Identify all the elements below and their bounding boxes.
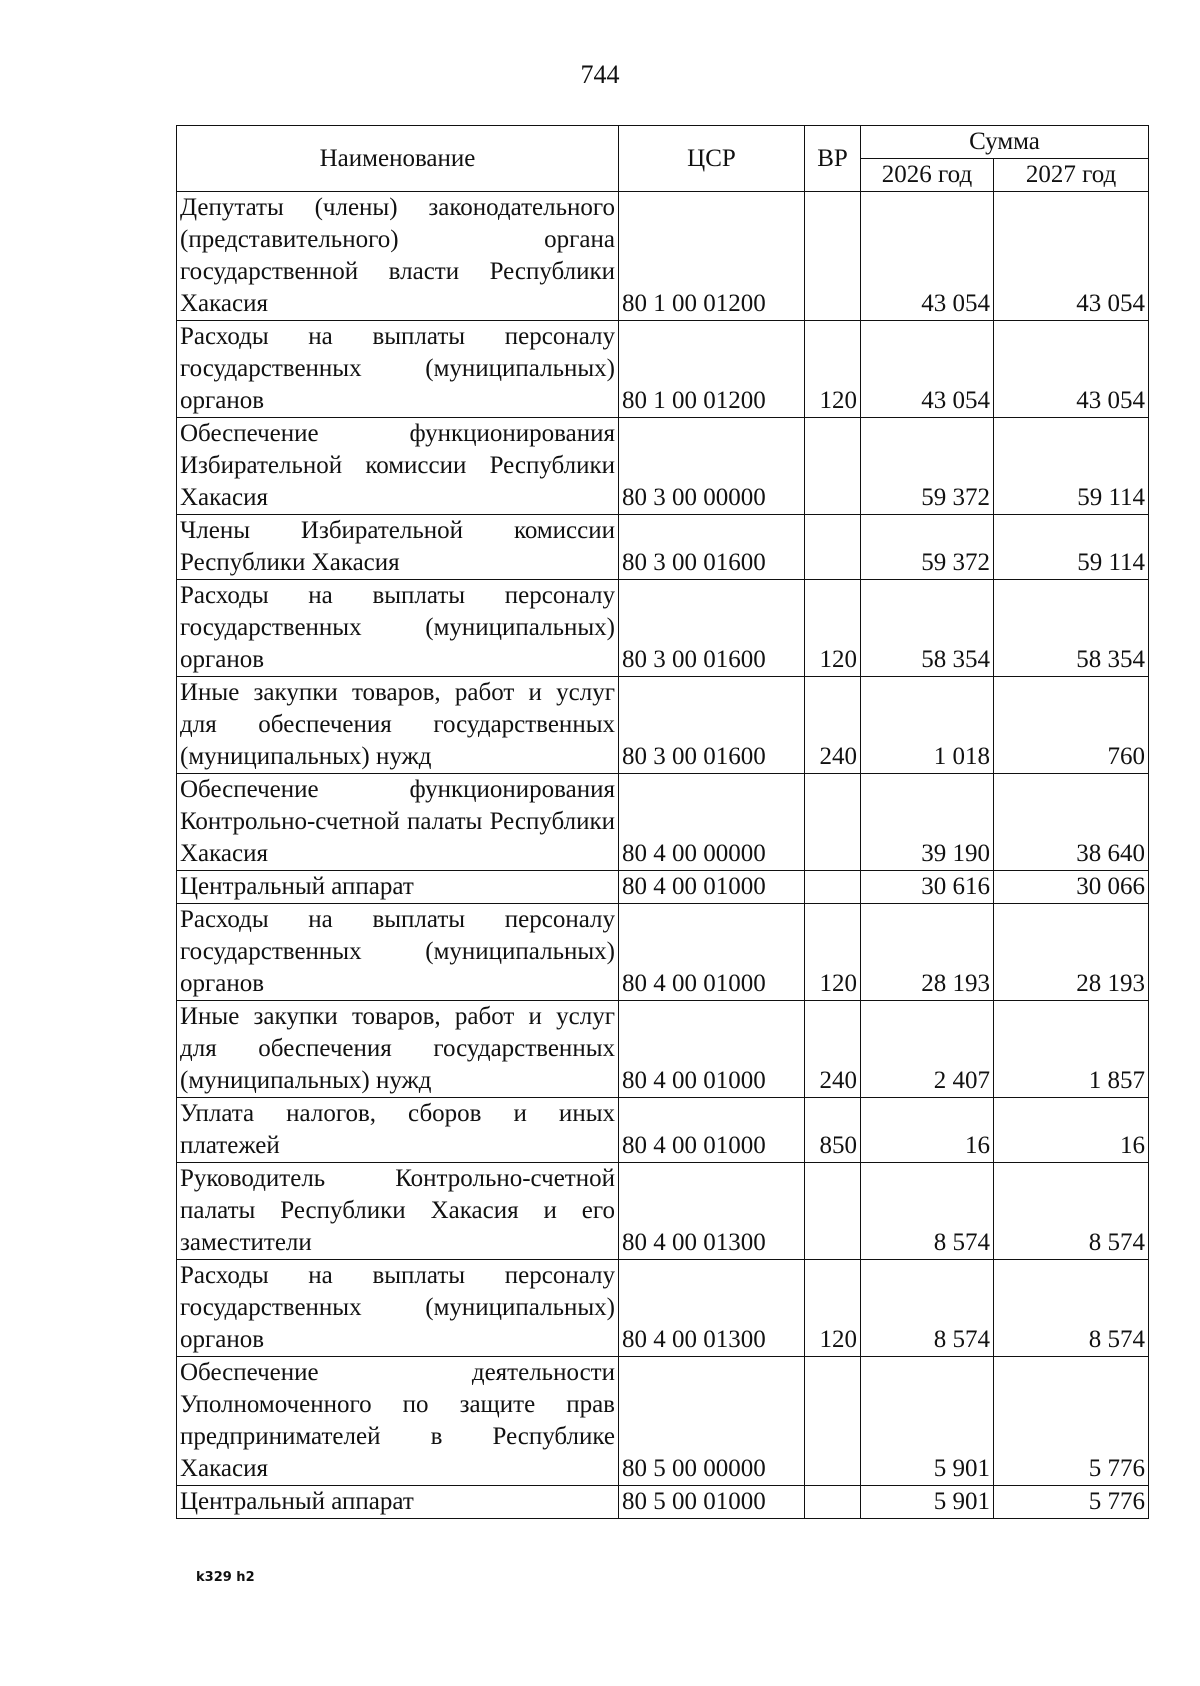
row-vr [805,774,861,871]
row-amount-2026: 1 018 [861,677,994,774]
table-row [177,515,1149,580]
row-amount-2027: 58 354 [994,580,1149,677]
row-amount-2027: 30 066 [994,871,1149,904]
table-row [177,192,1149,321]
row-amount-2027: 43 054 [994,192,1149,321]
footer-code: k329 h2 [196,1570,255,1585]
row-amount-2026: 8 574 [861,1163,994,1260]
row-amount-2026: 5 901 [861,1357,994,1486]
row-csr: 80 4 00 01000 [619,1098,805,1163]
header-vr: ВР [805,126,861,192]
row-vr: 120 [805,321,861,418]
row-vr: 240 [805,677,861,774]
row-csr: 80 3 00 01600 [619,580,805,677]
row-name: Руководитель Контрольно-счетной палаты Республики Хакасия и его заместители [177,1163,619,1260]
row-amount-2026: 39 190 [861,774,994,871]
row-name: Расходы на выплаты персоналу государственных (муниципальных) органов [177,321,619,418]
row-name: Обеспечение функционирования Контрольно-счетной палаты Республики Хакасия [177,774,619,871]
row-csr: 80 4 00 01300 [619,1260,805,1357]
budget-table [176,125,1149,1519]
table-row [177,580,1149,677]
row-name: Иные закупки товаров, работ и услуг для обеспечения государственных (муниципальных) нужд [177,1001,619,1098]
row-vr [805,1486,861,1519]
table-row [177,418,1149,515]
table-row [177,1163,1149,1260]
row-csr: 80 1 00 01200 [619,321,805,418]
table-row [177,677,1149,774]
row-amount-2026: 30 616 [861,871,994,904]
row-amount-2027: 59 114 [994,418,1149,515]
row-csr: 80 5 00 01000 [619,1486,805,1519]
table-row [177,321,1149,418]
row-amount-2027: 16 [994,1098,1149,1163]
row-csr: 80 4 00 01000 [619,904,805,1001]
row-csr: 80 5 00 00000 [619,1357,805,1486]
page-number: 744 [580,60,620,89]
header-year-2027: 2027 год [994,159,1149,192]
row-csr: 80 4 00 01000 [619,1001,805,1098]
header-sum: Сумма [861,126,1149,159]
row-vr: 120 [805,580,861,677]
row-name: Обеспечение деятельности Уполномоченного по защите прав предпринимателей в Республике Хакасия [177,1357,619,1486]
row-vr [805,515,861,580]
row-amount-2027: 8 574 [994,1260,1149,1357]
table-header [177,126,1149,192]
row-vr: 240 [805,1001,861,1098]
row-csr: 80 4 00 01000 [619,871,805,904]
row-amount-2026: 16 [861,1098,994,1163]
row-amount-2027: 8 574 [994,1163,1149,1260]
table-row [177,1001,1149,1098]
table-row [177,1357,1149,1486]
row-amount-2027: 5 776 [994,1486,1149,1519]
row-vr [805,418,861,515]
row-vr: 850 [805,1098,861,1163]
row-name: Центральный аппарат [177,871,619,904]
row-amount-2026: 59 372 [861,515,994,580]
row-csr: 80 1 00 01200 [619,192,805,321]
row-vr [805,192,861,321]
row-amount-2027: 5 776 [994,1357,1149,1486]
row-name: Центральный аппарат [177,1486,619,1519]
row-amount-2026: 59 372 [861,418,994,515]
row-csr: 80 3 00 00000 [619,418,805,515]
row-amount-2027: 760 [994,677,1149,774]
row-name: Расходы на выплаты персоналу государственных (муниципальных) органов [177,1260,619,1357]
row-amount-2026: 2 407 [861,1001,994,1098]
table-body [177,192,1149,1519]
header-name: Наименование [177,126,619,192]
row-vr [805,871,861,904]
row-csr: 80 4 00 00000 [619,774,805,871]
row-vr [805,1163,861,1260]
row-amount-2026: 43 054 [861,321,994,418]
row-name: Иные закупки товаров, работ и услуг для обеспечения государственных (муниципальных) нужд [177,677,619,774]
row-amount-2026: 28 193 [861,904,994,1001]
table-row [177,1486,1149,1519]
row-amount-2027: 43 054 [994,321,1149,418]
row-csr: 80 4 00 01300 [619,1163,805,1260]
row-amount-2027: 28 193 [994,904,1149,1001]
row-name: Обеспечение функционирования Избирательной комиссии Республики Хакасия [177,418,619,515]
row-amount-2026: 58 354 [861,580,994,677]
row-name: Члены Избирательной комиссии Республики Хакасия [177,515,619,580]
row-amount-2026: 5 901 [861,1486,994,1519]
row-vr: 120 [805,904,861,1001]
row-vr [805,1357,861,1486]
table-row [177,871,1149,904]
table-row [177,774,1149,871]
row-name: Расходы на выплаты персоналу государственных (муниципальных) органов [177,580,619,677]
row-csr: 80 3 00 01600 [619,677,805,774]
row-name: Уплата налогов, сборов и иных платежей [177,1098,619,1163]
row-amount-2027: 1 857 [994,1001,1149,1098]
header-csr: ЦСР [619,126,805,192]
row-amount-2026: 43 054 [861,192,994,321]
table-row [177,1260,1149,1357]
table-row [177,1098,1149,1163]
row-amount-2027: 38 640 [994,774,1149,871]
row-amount-2027: 59 114 [994,515,1149,580]
row-vr: 120 [805,1260,861,1357]
row-name: Депутаты (члены) законодательного (представительного) органа государственной власти Республики Хакасия [177,192,619,321]
row-name: Расходы на выплаты персоналу государственных (муниципальных) органов [177,904,619,1001]
header-year-2026: 2026 год [861,159,994,192]
row-csr: 80 3 00 01600 [619,515,805,580]
row-amount-2026: 8 574 [861,1260,994,1357]
table-row [177,904,1149,1001]
